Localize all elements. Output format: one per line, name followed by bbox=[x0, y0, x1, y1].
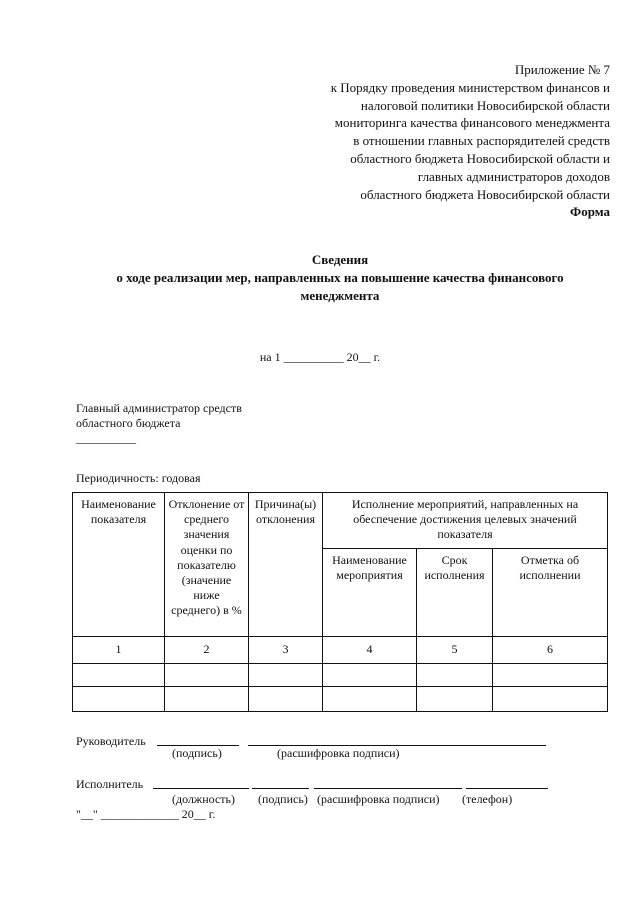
executor-decode-line[interactable] bbox=[314, 788, 462, 789]
header-indicator-name: Наименование показателя bbox=[73, 493, 165, 637]
empty-cell[interactable] bbox=[249, 687, 323, 712]
empty-cell[interactable] bbox=[493, 687, 608, 712]
table-row bbox=[73, 687, 608, 712]
header-completion-mark: Отметка об исполнении bbox=[493, 549, 608, 637]
empty-cell[interactable] bbox=[323, 664, 417, 687]
empty-cell[interactable] bbox=[249, 664, 323, 687]
head-label: Руководитель bbox=[76, 734, 146, 748]
document-subtitle-cont: менеджмента bbox=[300, 288, 380, 303]
column-number: 5 bbox=[417, 637, 493, 664]
appendix-header bbox=[250, 61, 610, 221]
column-number: 6 bbox=[493, 637, 608, 664]
form-label: Форма bbox=[570, 204, 610, 220]
executor-caption-phone: (телефон) bbox=[462, 792, 513, 806]
head-caption-decode: (расшифровка подписи) bbox=[277, 746, 400, 760]
executor-phone-line[interactable] bbox=[466, 788, 548, 789]
admin-blank-line: __________ bbox=[76, 431, 136, 445]
appendix-line: областного бюджета Новосибирской области bbox=[360, 186, 610, 202]
empty-cell[interactable] bbox=[73, 687, 165, 712]
appendix-line: главных администраторов доходов bbox=[417, 168, 610, 184]
admin-label: Главный администратор средств bbox=[76, 401, 242, 415]
column-number: 4 bbox=[323, 637, 417, 664]
admin-label-cont: областного бюджета bbox=[76, 416, 181, 430]
signature-date: "__" _____________ 20__ г. bbox=[76, 807, 216, 821]
executor-caption-signature: (подпись) bbox=[258, 792, 308, 806]
header-measure-name: Наименование мероприятия bbox=[323, 549, 417, 637]
measures-table bbox=[72, 492, 608, 712]
column-number: 2 bbox=[165, 637, 249, 664]
report-date-line: на 1 __________ 20__ г. bbox=[259, 350, 381, 364]
empty-cell[interactable] bbox=[165, 687, 249, 712]
empty-cell[interactable] bbox=[73, 664, 165, 687]
executor-caption-decode: (расшифровка подписи) bbox=[317, 792, 440, 806]
executor-caption-position: (должность) bbox=[172, 792, 235, 806]
appendix-line: в отношении главных распорядителей средств bbox=[353, 133, 610, 149]
executor-signature-line[interactable] bbox=[252, 788, 309, 789]
appendix-line: областного бюджета Новосибирской области и bbox=[350, 150, 610, 166]
executor-label: Исполнитель bbox=[76, 777, 144, 791]
empty-cell[interactable] bbox=[417, 687, 493, 712]
head-caption-signature: (подпись) bbox=[172, 746, 222, 760]
appendix-line: к Порядку проведения министерством финансов и bbox=[330, 79, 610, 95]
header-reasons: Причина(ы) отклонения bbox=[249, 493, 323, 637]
column-number: 1 bbox=[73, 637, 165, 664]
appendix-number: Приложение № 7 bbox=[514, 62, 610, 77]
periodicity: Периодичность: годовая bbox=[76, 471, 201, 485]
document-subtitle: о ходе реализации мер, направленных на повышение качества финансового bbox=[116, 270, 564, 285]
executor-position-line[interactable] bbox=[153, 788, 249, 789]
header-deviation: Отклонение от среднего значения оценки по показателю (значение ниже среднего) в % bbox=[165, 493, 249, 637]
appendix-line: налоговой политики Новосибирской области bbox=[360, 97, 610, 113]
column-number: 3 bbox=[249, 637, 323, 664]
appendix-line: мониторинга качества финансового менеджмента bbox=[334, 115, 610, 131]
table-row bbox=[73, 637, 608, 664]
empty-cell[interactable] bbox=[493, 664, 608, 687]
header-deadline: Срок исполнения bbox=[417, 549, 493, 637]
table-row bbox=[73, 664, 608, 687]
header-measures-group: Исполнение мероприятий, направленных на обеспечение достижения целевых значений показателя bbox=[323, 493, 608, 549]
empty-cell[interactable] bbox=[323, 687, 417, 712]
empty-cell[interactable] bbox=[417, 664, 493, 687]
document-title: Сведения bbox=[311, 252, 369, 267]
empty-cell[interactable] bbox=[165, 664, 249, 687]
